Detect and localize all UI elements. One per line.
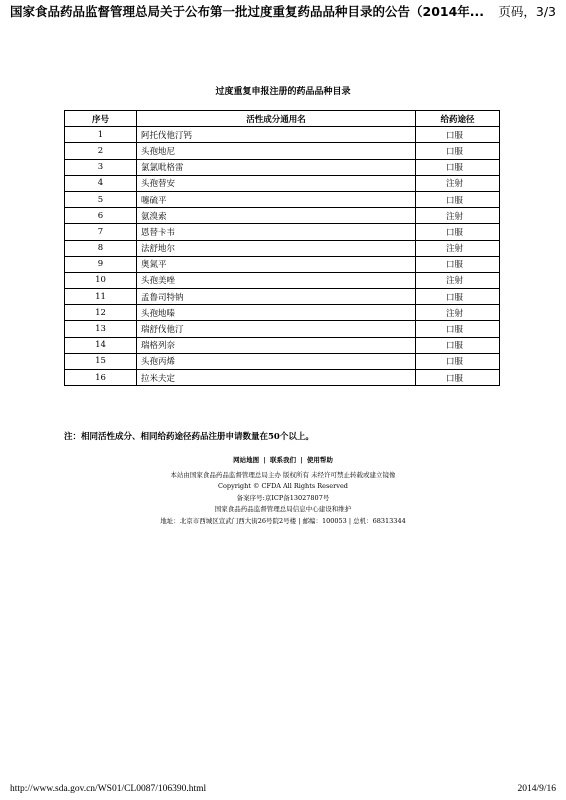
row-route: 口服 — [416, 256, 500, 272]
row-active-ingredient: 头孢地嗪 — [137, 305, 416, 321]
row-active-ingredient: 头孢地尼 — [137, 143, 416, 159]
row-active-ingredient: 头孢替安 — [137, 175, 416, 191]
row-index: 2 — [65, 143, 137, 159]
row-index: 6 — [65, 208, 137, 224]
row-route: 口服 — [416, 321, 500, 337]
row-route: 注射 — [416, 208, 500, 224]
row-index: 9 — [65, 256, 137, 272]
row-index: 11 — [65, 289, 137, 305]
row-active-ingredient: 阿托伐他汀钙 — [137, 127, 416, 143]
row-active-ingredient: 噻硫平 — [137, 191, 416, 207]
page-number: 页码，3/3 — [498, 4, 556, 19]
page-title: 国家食品药品监督管理总局关于公布第一批过度重复药品品种目录的公告（2014年... — [10, 4, 485, 19]
row-index: 10 — [65, 272, 137, 288]
icp-number: 备案序号:京ICP备13027807号 — [236, 493, 330, 502]
row-active-ingredient: 氯氯吡格雷 — [137, 159, 416, 175]
row-active-ingredient: 拉米夫定 — [137, 370, 416, 386]
table-row — [65, 370, 500, 386]
row-route: 注射 — [416, 175, 500, 191]
row-route: 注射 — [416, 272, 500, 288]
row-index: 8 — [65, 240, 137, 256]
host-statement: 本站由国家食品药品监督管理总局主办 版权所有 未经许可禁止转载或建立镜像 — [170, 470, 396, 479]
row-index: 16 — [65, 370, 137, 386]
table-row — [65, 143, 500, 159]
table-row — [65, 191, 500, 207]
row-route: 口服 — [416, 191, 500, 207]
row-route: 口服 — [416, 143, 500, 159]
header-index: 序号 — [65, 111, 137, 127]
source-url: http://www.sda.gov.cn/WS01/CL0087/106390.html — [10, 784, 207, 794]
table-header-row — [65, 111, 500, 127]
row-index: 12 — [65, 305, 137, 321]
row-active-ingredient: 法舒地尔 — [137, 240, 416, 256]
link-separator: | — [263, 456, 266, 464]
row-route: 注射 — [416, 305, 500, 321]
sitemap-link[interactable]: 网站地图 — [233, 456, 260, 464]
row-index: 4 — [65, 175, 137, 191]
contact-link[interactable]: 联系我们 — [270, 456, 296, 464]
row-active-ingredient: 头孢丙烯 — [137, 353, 416, 369]
row-index: 3 — [65, 159, 137, 175]
help-link[interactable]: 使用帮助 — [306, 456, 333, 464]
address-text: 地址：北京市西城区宣武门西大街26号院2号楼 | 邮编：100053 | 总机：68313344 — [160, 516, 406, 525]
site-footer — [0, 455, 566, 527]
row-index: 1 — [65, 127, 137, 143]
row-route: 注射 — [416, 240, 500, 256]
row-active-ingredient: 氨溴索 — [137, 208, 416, 224]
row-active-ingredient: 瑞舒伐他汀 — [137, 321, 416, 337]
row-active-ingredient: 奥氮平 — [137, 256, 416, 272]
table-row — [65, 272, 500, 288]
row-active-ingredient: 孟鲁司特钠 — [137, 289, 416, 305]
table-row — [65, 337, 500, 353]
table-note: 注：相同活性成分、相同给药途径药品注册申请数量在50个以上。 — [64, 432, 314, 442]
row-index: 15 — [65, 353, 137, 369]
header-active-ingredient: 活性成分通用名 — [137, 111, 416, 127]
row-route: 口服 — [416, 370, 500, 386]
row-route: 口服 — [416, 289, 500, 305]
catalog-title: 过度重复申报注册的药品品种目录 — [215, 87, 351, 97]
table-row — [65, 289, 500, 305]
table-row — [65, 240, 500, 256]
row-index: 13 — [65, 321, 137, 337]
table-row — [65, 305, 500, 321]
row-route: 口服 — [416, 353, 500, 369]
link-separator: | — [300, 456, 303, 464]
drug-catalog-table — [64, 110, 500, 386]
row-route: 口服 — [416, 127, 500, 143]
table-body — [65, 127, 500, 386]
row-index: 14 — [65, 337, 137, 353]
table-row — [65, 321, 500, 337]
row-active-ingredient: 头孢美唑 — [137, 272, 416, 288]
row-index: 5 — [65, 191, 137, 207]
row-route: 口服 — [416, 337, 500, 353]
row-route: 口服 — [416, 159, 500, 175]
print-date: 2014/9/16 — [517, 784, 556, 794]
header-route: 给药途径 — [416, 111, 500, 127]
table-row — [65, 208, 500, 224]
copyright-text: Copyright © CFDA All Rights Reserved — [218, 482, 348, 490]
maintainer-text: 国家食品药品监督管理总局信息中心建设和维护 — [214, 505, 352, 513]
row-index: 7 — [65, 224, 137, 240]
footer-links — [0, 455, 566, 467]
row-active-ingredient: 恩替卡韦 — [137, 224, 416, 240]
table-row — [65, 175, 500, 191]
row-route: 口服 — [416, 224, 500, 240]
print-header — [0, 0, 566, 22]
table-row — [65, 127, 500, 143]
row-active-ingredient: 瑞格列奈 — [137, 337, 416, 353]
table-row — [65, 353, 500, 369]
table-row — [65, 159, 500, 175]
table-row — [65, 224, 500, 240]
table-row — [65, 256, 500, 272]
